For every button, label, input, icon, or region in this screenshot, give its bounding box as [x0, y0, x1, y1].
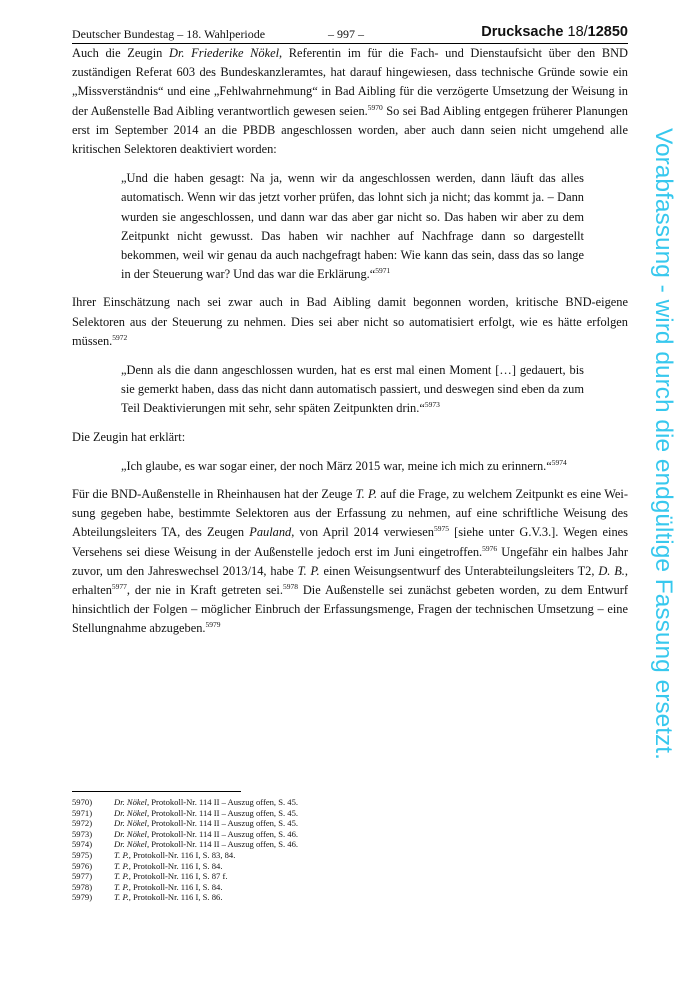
footnote-author: T. P.	[114, 849, 129, 860]
footnote-source: , Protokoll-Nr. 116 I, S. 87 f.	[128, 871, 228, 882]
footnote-text	[114, 797, 298, 808]
footnote-number: 5970)	[72, 797, 93, 807]
footnote-author: Dr. Nökel,	[114, 839, 150, 850]
footnote-ref: 5978	[282, 582, 298, 592]
page-header	[72, 26, 628, 44]
footnote-number: 5971)	[72, 807, 93, 818]
footnote-text	[114, 882, 222, 893]
italic-name: Pauland	[249, 525, 292, 540]
footnote-rule	[72, 791, 241, 792]
footnote-source: , Protokoll-Nr. 116 I, S. 84.	[128, 860, 223, 871]
footnote-number: 5975)	[72, 849, 93, 860]
text-run: [siehe unter G.V.3.]. Wegen eines Versehens sei diese Weisung in der Außenstelle jedoch erst im Juni eingetroffen.	[72, 525, 628, 559]
drucksache-label	[481, 24, 628, 40]
footnote	[72, 797, 472, 808]
footnote	[72, 839, 472, 850]
drucksache-word: Drucksache	[481, 24, 564, 40]
text-run: , der nie in Kraft getreten sei.	[126, 583, 283, 598]
footnote-source: Protokoll-Nr. 114 II – Auszug offen, S. 46.	[149, 828, 299, 839]
footnote-text	[114, 861, 222, 872]
footnote-author: T. P.	[114, 871, 129, 882]
footnote-source: Protokoll-Nr. 114 II – Auszug offen, S. 45.	[149, 807, 299, 818]
footnote-number: 5974)	[72, 839, 93, 850]
footnote	[72, 861, 472, 872]
footnote-author: Dr. Nökel,	[114, 828, 150, 839]
italic-name: T. P.	[297, 563, 320, 578]
footnote-number: 5978)	[72, 881, 93, 892]
footnote	[72, 882, 472, 893]
footnote-source: , Protokoll-Nr. 116 I, S. 86.	[128, 892, 223, 903]
footnote-number: 5973)	[72, 828, 93, 839]
footnote-number: 5977)	[72, 871, 93, 882]
footnote-ref: 5973	[424, 400, 440, 410]
footnote-author: Dr. Nökel,	[114, 797, 150, 807]
page-number: – 997 –	[328, 27, 364, 41]
drucksache-number: 12850	[587, 24, 628, 40]
footnote-ref: 5975	[433, 524, 449, 534]
text-run: einen Weisungsentwurf des Unterabteilungsleiters T2,	[319, 563, 599, 578]
footnote	[72, 829, 472, 840]
footnote-source: , Protokoll-Nr. 116 I, S. 84.	[128, 881, 223, 892]
footnote-author: T. P.	[114, 860, 129, 871]
footnote-text	[114, 839, 298, 850]
footnote-number: 5979)	[72, 892, 93, 903]
footnote-source: Protokoll-Nr. 114 II – Auszug offen, S. 46.	[149, 839, 299, 850]
footnote-author: T. P.	[114, 892, 129, 903]
footnote-ref: 5977	[111, 582, 127, 592]
footnote-source: Protokoll-Nr. 114 II – Auszug offen, S. 45.	[149, 797, 299, 807]
text-run: , von April 2014 verwiesen	[291, 525, 434, 540]
text-run: So sei Bad Aibling entgegen früherer Planungen erst im September 2014 an die PBDB angeschlossen worden, aber auch dann seien nicht umgehend alle kritischen Selektoren deaktiviert worden:	[72, 103, 628, 157]
footnote-ref: 5970	[367, 102, 383, 112]
footnote-number: 5976)	[72, 860, 93, 871]
text-run: „Denn als die dann angeschlossen wurden, hat es erst mal einen Moment […] gedauert, bis sie gemerkt haben, dass das nicht dann automatisch passiert, und deswegen sind eben da zum Teil Deaktivierungen mit sehr, sehr späten Zeitpunkten drin.“	[121, 363, 584, 416]
text-run: Die Außenstelle sei zunächst gebeten worden, zu dem Entwurf hinsichtlich der Folgen – möglicher Einbruch der Erfassungsmenge, Fragen der technischen Umsetzung – eine Stellungnahme abzugeben.	[72, 583, 628, 636]
footnote	[72, 871, 472, 882]
footnote-author: T. P.	[114, 881, 129, 892]
text-run: „Ich glaube, es war sogar einer, der noch März 2015 war, meine ich mich zu erinnern.“	[121, 458, 552, 473]
body-paragraph	[72, 44, 628, 159]
body-paragraph	[72, 485, 628, 639]
text-run: , Referentin im für die Fach- und Dienstaufsicht über den BND zuständigen Referat 603 des Bundeskanzleramtes, hat darauf hingewiesen, dass technische Gründe sowie ein „Missverständnis“ und eine „Fehlwahrnehmung“ in Bad Aibling für die verzögerte Umsetzung der Weisung in der Außenstelle Bad Aibling verantwortlich gewesen seien.	[72, 46, 628, 118]
footnote-source: Protokoll-Nr. 114 II – Auszug offen, S. 45.	[149, 818, 299, 829]
italic-name: D. B.	[598, 563, 625, 578]
body-paragraph	[72, 428, 628, 447]
text-run: auf die Frage, zu welchem Zeitpunkt es eine Weisung gegeben habe, bestimmte Selektoren aus der Erfassung zu nehmen, auf eine schriftliche Weisung des Abteilungsleiters TA, des Zeugen	[72, 487, 628, 540]
footnote-text	[114, 850, 235, 861]
footnote-author: Dr. Nökel,	[114, 807, 150, 818]
text-run: Ungefähr ein halbes Jahr zuvor, um den Jahreswechsel 2013/14, habe	[72, 544, 628, 578]
text-run: Auch die Zeugin	[72, 46, 170, 60]
footnote	[72, 850, 472, 861]
quote-paragraph	[121, 457, 584, 476]
body-text	[72, 44, 628, 639]
text-run: Die Zeugin hat erklärt:	[72, 429, 186, 444]
text-run: Für die BND-Außenstelle in Rheinhausen hat der Zeuge	[72, 487, 356, 502]
text-run: „Und die haben gesagt: Na ja, wenn wir da angeschlossen werden, dann läuft das alles automatisch. Wenn wir das jetzt vorher prüfen, das lohnt sich ja nicht; das kommt ja. – Dann wurden sie angeschlossen, und dann war das aber gar nicht so. Das haben wir aber zu dem Zeitpunkt nicht gewusst. Das haben wir nachher auf Nachfrage dann so dargestellt bekommen, weil wir genau da auch nachgefragt haben: Wie kann das sein, dass das so lange in der Steuerung war? Und das war die Erklärung.“	[121, 171, 584, 282]
text-run: , erhalten	[72, 563, 629, 598]
body-paragraph	[72, 293, 628, 351]
quote-paragraph	[121, 361, 584, 419]
footnote-ref: 5972	[112, 332, 128, 342]
footnote-text	[114, 829, 298, 840]
header-periode: Deutscher Bundestag – 18. Wahlperiode	[72, 27, 266, 41]
footnote-number: 5972)	[72, 818, 93, 829]
footnote-ref: 5974	[551, 457, 567, 467]
footnote-text	[114, 871, 227, 882]
italic-name: Dr. Friederike Nökel	[169, 46, 280, 60]
footnote-author: Dr. Nökel,	[114, 818, 150, 829]
footnote	[72, 892, 472, 903]
footnotes	[72, 797, 472, 903]
footnote-text	[114, 808, 298, 819]
footnote	[72, 808, 472, 819]
footnote-text	[114, 892, 222, 903]
quote-paragraph	[121, 169, 584, 284]
footnote-ref: 5979	[205, 620, 221, 630]
text-run: Ihrer Einschätzung nach sei zwar auch in Bad Aibling damit begonnen worden, kritische BND-eigene Selektoren aus der Steuerung zu nehmen. Dies sei aber nicht so automatisiert erfolgt, wie es hätte erfolgen müssen.	[72, 295, 628, 348]
vorabfassung-note: Vorabfassung - wird durch die endgültige Fassung ersetzt.	[650, 128, 677, 760]
footnote-source: , Protokoll-Nr. 116 I, S. 83, 84.	[128, 849, 236, 860]
footnote-ref: 5971	[375, 266, 391, 276]
footnote-text	[114, 818, 298, 829]
italic-name: T. P.	[355, 487, 378, 502]
drucksache-number-prefix: 18/	[567, 24, 588, 40]
footnote	[72, 818, 472, 829]
footnote-ref: 5976	[482, 543, 498, 553]
